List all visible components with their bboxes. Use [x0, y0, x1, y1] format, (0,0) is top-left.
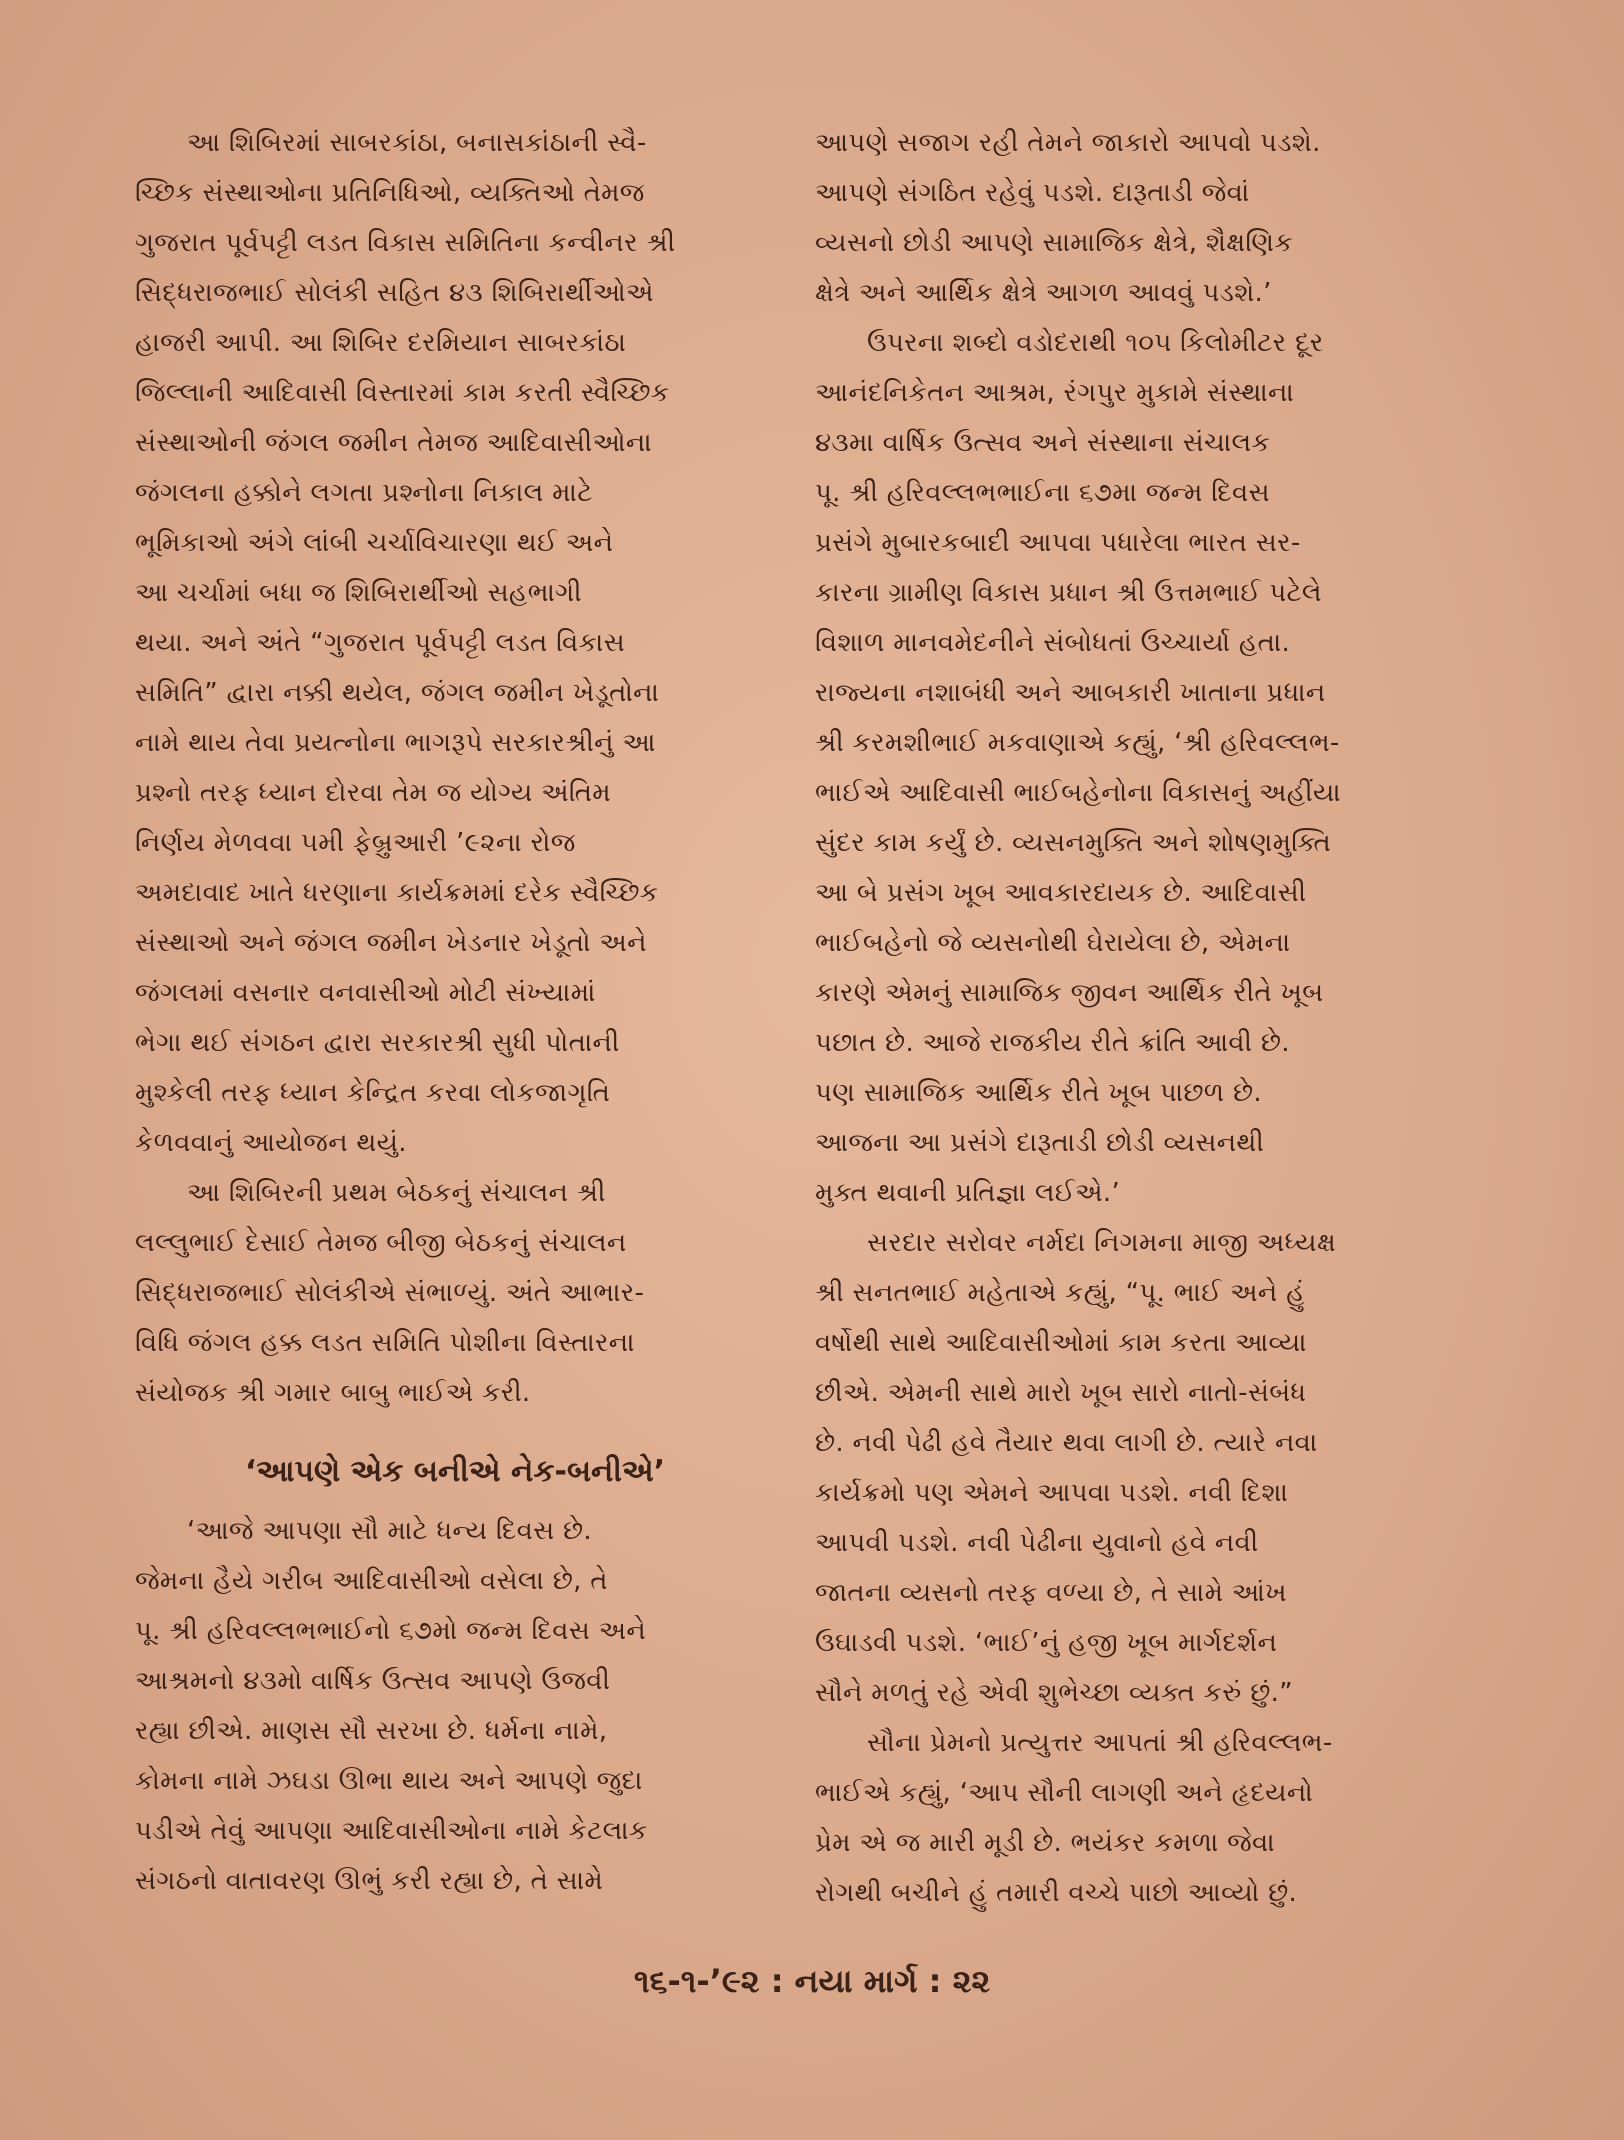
text-line: છે. નવી પેઢી હવે તૈયાર થવા લાગી છે. ત્યારે નવા	[815, 1428, 1318, 1458]
page-footer: ૧૬-૧-’૯૨ : નયા માર્ગ : ૨૨	[633, 1962, 991, 2000]
text-line: જંગલના હક્કોને લગતા પ્રશ્નોના નિકાલ માટે	[135, 478, 593, 508]
text-line: સૌને મળતું રહે એવી શુભેચ્છા વ્યક્ત કરું છું.”	[815, 1678, 1293, 1708]
text-line: છીએ. એમની સાથે મારો ખૂબ સારો નાતો-સંબંધ	[815, 1378, 1307, 1408]
text-line: સૌના પ્રેમનો પ્રત્યુત્તર આપતાં શ્રી હરિવલ્લભ-	[867, 1728, 1333, 1758]
text-line: ચ્છિક સંસ્થાઓના પ્રતિનિધિઓ, વ્યક્તિઓ તેમજ	[135, 178, 645, 208]
text-line: કેળવવાનું આયોજન થયું.	[135, 1128, 407, 1158]
left-column	[135, 118, 775, 1906]
text-line: ભાઈબહેનો જે વ્યસનોથી ઘેરાયેલા છે, એમના	[815, 928, 1291, 958]
text-line: નામે થાય તેવા પ્રયત્નોના ભાગરૂપે સરકારશ્રીનું આ	[135, 728, 656, 758]
right-column	[815, 118, 1455, 1918]
text-line: વિધિ જંગલ હક્ક લડત સમિતિ પોશીના વિસ્તારના	[135, 1328, 635, 1358]
text-line: રોગથી બચીને હું તમારી વચ્ચે પાછો આવ્યો છું.	[815, 1878, 1298, 1908]
text-line: સંસ્થાઓ અને જંગલ જમીન ખેડનાર ખેડૂતો અને	[135, 928, 647, 958]
text-line: કોમના નામે ઝઘડા ઊભા થાય અને આપણે જુદા	[135, 1766, 643, 1796]
text-line: લલ્લુભાઈ દેસાઈ તેમજ બીજી બેઠકનું સંચાલન	[135, 1228, 627, 1258]
text-line: કાર્યક્રમો પણ એમને આપવા પડશે. નવી દિશા	[815, 1478, 1289, 1508]
text-line: આ બે પ્રસંગ ખૂબ આવકારદાયક છે. આદિવાસી	[815, 878, 1307, 908]
text-line: જિલ્લાની આદિવાસી વિસ્તારમાં કામ કરતી સ્વૈચ્છિક	[135, 378, 670, 408]
text-line: ‘આજે આપણા સૌ માટે ધન્ય દિવસ છે.	[187, 1516, 592, 1546]
text-line: આપણે સજાગ રહી તેમને જાકારો આપવો પડશે.	[815, 128, 1321, 158]
text-line: સમિતિ” દ્વારા નક્કી થયેલ, જંગલ જમીન ખેડૂતોના	[135, 678, 660, 708]
text-line: પૂ. શ્રી હરિવલ્લભભાઈનો ૬૭મો જન્મ દિવસ અને	[135, 1616, 647, 1646]
text-line: સંસ્થાઓની જંગલ જમીન તેમજ આદિવાસીઓના	[135, 428, 652, 458]
text-line: ક્ષેત્રે અને આર્થિક ક્ષેત્રે આગળ આવવું પડશે.’	[815, 278, 1272, 308]
text-line: આપણે સંગઠિત રહેવું પડશે. દારૂતાડી જેવાં	[815, 178, 1250, 208]
text-line: રાજ્યના નશાબંધી અને આબકારી ખાતાના પ્રધાન	[815, 678, 1326, 708]
text-line: જેમના હૈયે ગરીબ આદિવાસીઓ વસેલા છે, તે	[135, 1566, 608, 1596]
text-line: ભૂમિકાઓ અંગે લાંબી ચર્ચાવિચારણા થઈ અને	[135, 528, 614, 558]
left-paragraph-3	[135, 1506, 775, 1906]
right-paragraph-2	[815, 318, 1455, 1218]
text-line: સંગઠનો વાતાવરણ ઊભું કરી રહ્યા છે, તે સામે	[135, 1866, 604, 1896]
text-line: પણ સામાજિક આર્થિક રીતે ખૂબ પાછળ છે.	[815, 1078, 1262, 1108]
text-line: વિશાળ માનવમેદનીને સંબોધતાં ઉચ્ચાર્યા હતા.	[815, 628, 1291, 658]
text-line: શ્રી સનતભાઈ મહેતાએ કહ્યું, “પૂ. ભાઈ અને હું	[815, 1278, 1305, 1308]
text-line: આ શિબિરમાં સાબરકાંઠા, બનાસકાંઠાની સ્વૈ-	[187, 128, 647, 158]
text-line: પ્રસંગે મુબારકબાદી આપવા પધારેલા ભારત સર-	[815, 528, 1301, 558]
text-line: કારના ગ્રામીણ વિકાસ પ્રધાન શ્રી ઉત્તમભાઈ પટેલે	[815, 578, 1322, 608]
text-line: પડીએ તેવું આપણા આદિવાસીઓના નામે કેટલાક	[135, 1816, 648, 1846]
text-line: પછાત છે. આજે રાજકીય રીતે ક્રાંતિ આવી છે.	[815, 1028, 1290, 1058]
right-paragraph-4	[815, 1718, 1455, 1918]
text-line: નિર્ણય મેળવવા ૫મી ફેબ્રુઆરી ’૯૨ના રોજ	[135, 828, 576, 858]
text-line: ઉઘાડવી પડશે. ‘ભાઈ’નું હજી ખૂબ માર્ગદર્શન	[815, 1628, 1278, 1658]
text-line: ૪૩મા વાર્ષિક ઉત્સવ અને સંસ્થાના સંચાલક	[815, 428, 1271, 458]
text-line: મુશ્કેલી તરફ ધ્યાન કેન્દ્રિત કરવા લોકજાગૃતિ	[135, 1078, 611, 1108]
text-line: જંગલમાં વસનાર વનવાસીઓ મોટી સંખ્યામાં	[135, 978, 596, 1008]
text-line: હાજરી આપી. આ શિબિર દરમિયાન સાબરકાંઠા	[135, 328, 627, 358]
right-paragraph-3	[815, 1218, 1455, 1718]
text-line: ભાઈએ કહ્યું, ‘આપ સૌની લાગણી અને હૃદયનો	[815, 1778, 1314, 1808]
text-line: વર્ષોથી સાથે આદિવાસીઓમાં કામ કરતા આવ્યા	[815, 1328, 1307, 1358]
text-line: રહ્યા છીએ. માણસ સૌ સરખા છે. ધર્મના નામે,	[135, 1716, 608, 1746]
text-line: મુક્ત થવાની પ્રતિજ્ઞા લઈએ.’	[815, 1178, 1121, 1208]
text-line: ગુજરાત પૂર્વપટ્ટી લડત વિકાસ સમિતિના કન્વીનર શ્રી	[135, 228, 676, 258]
text-line: આ શિબિરની પ્રથમ બેઠકનું સંચાલન શ્રી	[187, 1178, 606, 1208]
text-line: ભાઈએ આદિવાસી ભાઈબહેનોના વિકાસનું અહીંયા	[815, 778, 1341, 808]
text-line: ઉપરના શબ્દો વડોદરાથી ૧૦૫ કિલોમીટર દૂર	[867, 328, 1324, 358]
text-line: આજના આ પ્રસંગે દારૂતાડી છોડી વ્યસનથી	[815, 1128, 1265, 1158]
text-line: જાતના વ્યસનો તરફ વળ્યા છે, તે સામે આંખ	[815, 1578, 1287, 1608]
text-line: સંયોજક શ્રી ગમાર બાબુ ભાઈએ કરી.	[135, 1378, 531, 1408]
text-line: આનંદનિકેતન આશ્રમ, રંગપુર મુકામે સંસ્થાના	[815, 378, 1295, 408]
left-paragraph-1	[135, 118, 775, 1168]
left-paragraph-2	[135, 1168, 775, 1418]
text-line: પ્રેમ એ જ મારી મૂડી છે. ભયંકર કમળા જેવા	[815, 1828, 1275, 1858]
text-line: પૂ. શ્રી હરિવલ્લભભાઈના ૬૭મા જન્મ દિવસ	[815, 478, 1270, 508]
text-line: આપવી પડશે. નવી પેઢીના યુવાનો હવે નવી	[815, 1528, 1259, 1558]
text-line: અમદાવાદ ખાતે ધરણાના કાર્યક્રમમાં દરેક સ્વૈચ્છિક	[135, 878, 659, 908]
text-line: ભેગા થઈ સંગઠન દ્વારા સરકારશ્રી સુધી પોતાની	[135, 1028, 620, 1058]
text-line: પ્રશ્નો તરફ ધ્યાન દોરવા તેમ જ યોગ્ય અંતિમ	[135, 778, 611, 808]
text-line: વ્યસનો છોડી આપણે સામાજિક ક્ષેત્રે, શૈક્ષણિક	[815, 228, 1293, 258]
spacer	[135, 1418, 775, 1438]
text-line: થયા. અને અંતે “ગુજરાત પૂર્વપટ્ટી લડત વિકાસ	[135, 628, 625, 658]
text-line: કારણે એમનું સામાજિક જીવન આર્થિક રીતે ખૂબ	[815, 978, 1324, 1008]
text-line: સુંદર કામ કર્યું છે. વ્યસનમુક્તિ અને શોષણમુક્તિ	[815, 828, 1332, 858]
right-paragraph-1	[815, 118, 1455, 318]
text-line: આશ્રમનો ૪૩મો વાર્ષિક ઉત્સવ આપણે ઉજવી	[135, 1666, 611, 1696]
text-line: સરદાર સરોવર નર્મદા નિગમના માજી અધ્યક્ષ	[867, 1228, 1337, 1258]
text-line: શ્રી કરમશીભાઈ મકવાણાએ કહ્યું, ‘શ્રી હરિવલ્લભ-	[815, 728, 1340, 758]
text-line: સિદ્ધરાજભાઈ સોલંકીએ સંભાળ્યું. અંતે આભાર-	[135, 1278, 645, 1308]
text-line: સિદ્ધરાજભાઈ સોલંકી સહિત ૪૩ શિબિરાર્થીઓએ	[135, 278, 654, 308]
text-line: આ ચર્ચામાં બધા જ શિબિરાર્થીઓ સહભાગી	[135, 578, 582, 608]
section-heading: ‘આપણે એક બનીએ નેક-બનીએ’	[244, 1454, 666, 1489]
